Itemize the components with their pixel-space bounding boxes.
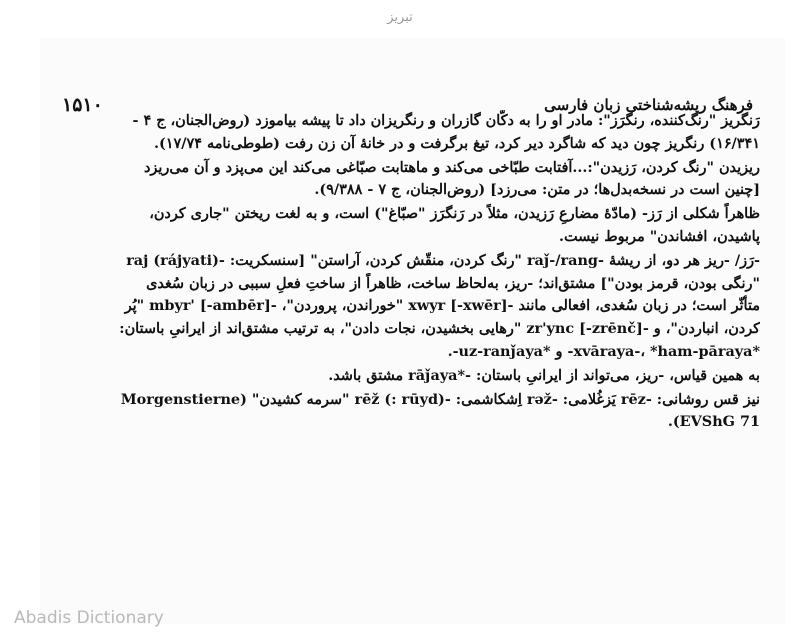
text-line: متأثّر است؛ در زبان سُغدی، افعالی مانند -xwyr [-xwēr] "خوراندن، پروردن"، -mbyr' [-ambēr] "پُر: [124, 297, 760, 315]
watermark: Abadis Dictionary: [14, 608, 164, 628]
entry-paragraph: [48, 157, 760, 203]
text-line: به همین قیاس، -ریز، می‌تواند از ایرانیِ باستان: -*rāǰaya مشتق باشد.: [328, 366, 760, 384]
entry-paragraph: [48, 365, 760, 388]
text-line: کردن، انباردن"، و -zr'ync [-zrēnč] "رهایی بخشیدن، نجات دادن"، به ترتیب مشتق‌اند از ایرانیِ باستان:: [119, 320, 760, 338]
text-line: *xvāraya-، *ham-pāraya- و *uz-ranǰaya-.: [447, 342, 760, 360]
entry-paragraph: [48, 250, 760, 364]
text-line: نیز قس روشانی: -rēz یَزغُلامی: -rəž اِشکاشمی: -rēž (: rūyd) "سرمه کشیدن" (Morgenstierne: [120, 390, 760, 408]
text-line: پاشیدن، افشاندن" مربوط نیست.: [558, 227, 760, 245]
entry-paragraph: [48, 389, 760, 435]
site-title: تبریز: [387, 10, 413, 25]
text-line: ظاهراً شکلی از رَز- (مادّهٔ مضارعِ رَزیدن، مثلاً در رَنگرَز "صبّاغ") است، و به لغت ریختن "جاری کردن،: [149, 205, 760, 223]
text-line: [چنین است در نسخه‌بدل‌ها؛ در متن: می‌رزد] (روض‌الجنان، ج ۷ - ۹/۳۸۸).: [314, 181, 760, 199]
text-line: رَنگریز "رنگ‌کننده، رنگرَز": مادر او را به دکّان گازران و رنگریزان داد تا پیشه بیاموزد (روض‌الجنان، ج ۴ -: [132, 112, 760, 129]
running-head: فرهنگ ریشه‌شناختی زبان فارسی: [544, 96, 753, 114]
text-line: -رَز/ -ریز هر دو، از ریشهٔ -raǰ-/rang "رنگ کردن، منقّش کردن، آراستن" [سنسکریت: -raj (rájyati): [126, 251, 760, 269]
page-number: ۱۵۱۰: [62, 94, 103, 116]
text-line: ۱۶/۳۴۱) رنگریز چون دید که شاگرد دیر کرد، تیغ برگرفت و در خانهٔ آن زن رفت (طوطی‌نامه ۱۷/۷۴).: [153, 134, 760, 152]
dictionary-entry: [48, 110, 760, 435]
entry-paragraph: [48, 110, 760, 156]
entry-paragraph: [48, 203, 760, 249]
text-line: "رنگی بودن، قرمز بودن"] مشتق‌اند؛ -ریز، به‌لحاظ ساخت، ظاهراً از ساختِ فعلِ سببی در زبان سُغدی: [146, 274, 760, 292]
text-line: ریزیدن "رنگ کردن، رَزیدن":...آفتابت طبّاخی می‌کند و ماهتابت صبّاغی می‌کند این می‌پزد و آن می‌ریزد: [144, 158, 760, 176]
text-line: EVShG 71).: [667, 413, 760, 431]
